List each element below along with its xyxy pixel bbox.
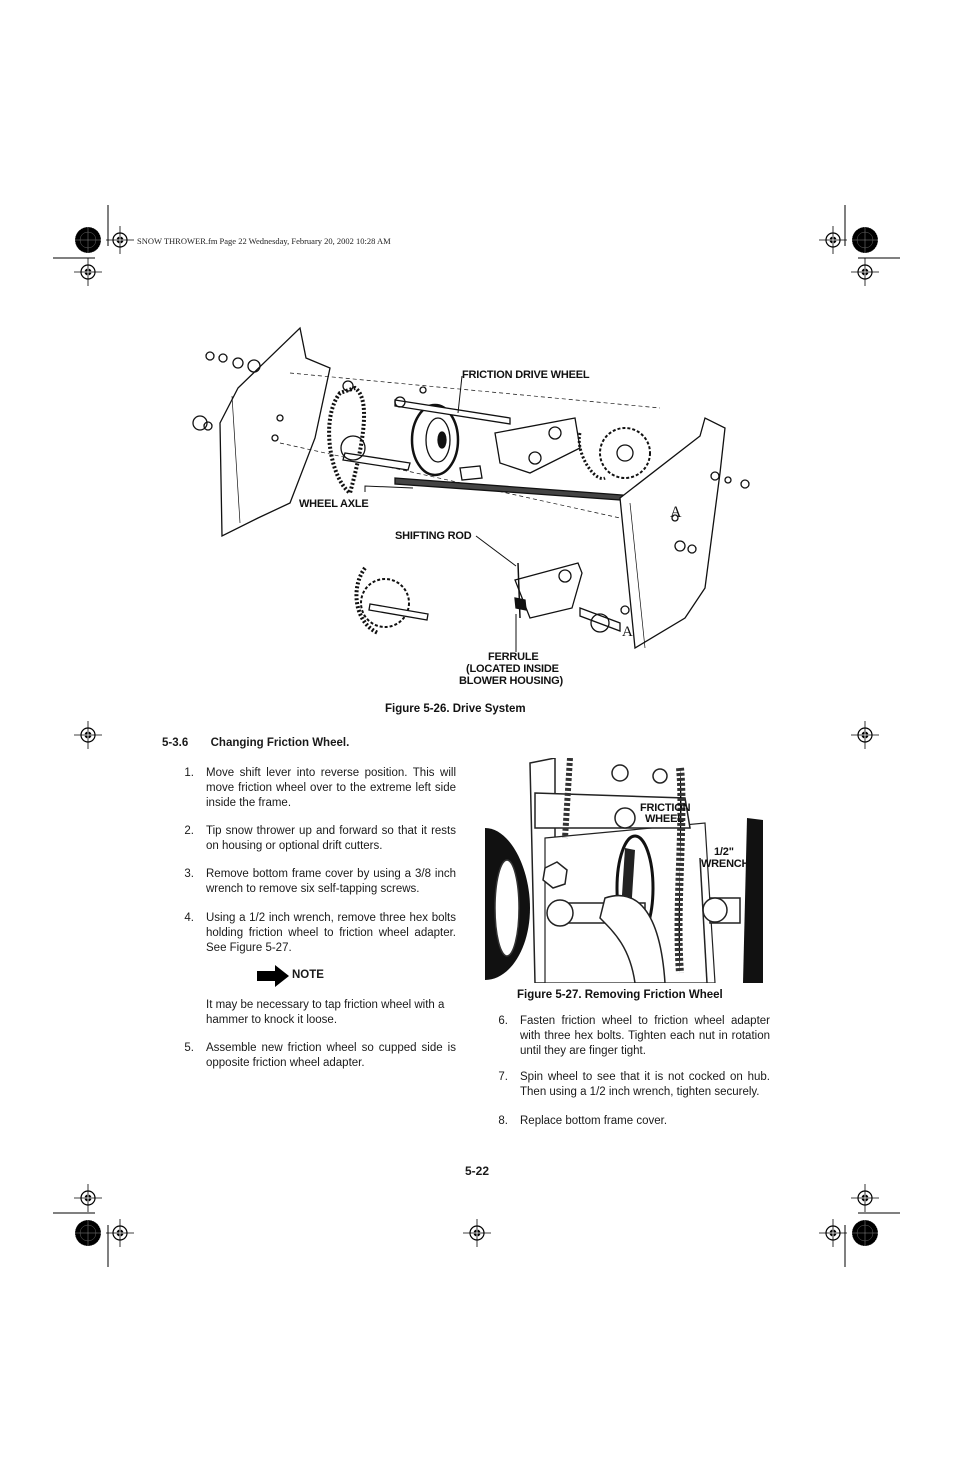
step-number: 6. xyxy=(498,1015,508,1027)
step-2 xyxy=(172,824,456,854)
step-number: 7. xyxy=(498,1071,508,1083)
arrow-right-icon xyxy=(257,965,289,987)
label-half-inch: 1/2" xyxy=(714,846,734,858)
step-6 xyxy=(486,1014,770,1060)
label-ferrule: FERRULE xyxy=(488,651,539,663)
note-text: It may be necessary to tap friction wheel with a hammer to knock it loose. xyxy=(206,999,445,1026)
file-info-header: SNOW THROWER.fm Page 22 Wednesday, February 20, 2002 10:28 AM xyxy=(137,236,391,246)
note-label: NOTE xyxy=(292,969,324,981)
figure-5-26-caption: Figure 5-26. Drive System xyxy=(385,703,526,715)
step-5 xyxy=(172,1041,456,1071)
label-friction: FRICTION xyxy=(640,802,691,814)
step-number: 3. xyxy=(184,868,194,880)
step-text: Assemble new friction wheel so cupped side is opposite friction wheel adapter. xyxy=(206,1042,456,1069)
step-number: 8. xyxy=(498,1115,508,1127)
removing-friction-wheel-photo xyxy=(485,758,763,983)
step-1 xyxy=(172,766,456,812)
frame-mark-a-upper: A xyxy=(670,504,682,521)
frame-mark-a-lower: A xyxy=(622,624,633,640)
label-wheel: WHEEL xyxy=(645,813,684,825)
section-title: Changing Friction Wheel. xyxy=(210,737,350,749)
step-4 xyxy=(172,911,456,957)
step-text: Spin wheel to see that it is not cocked on hub. Then using a 1/2 inch wrench, tighten securely. xyxy=(520,1071,770,1098)
step-text: Move shift lever into reverse position. This will move friction wheel over to the extreme left side inside the frame. xyxy=(206,767,456,809)
page-number: 5-22 xyxy=(465,1164,490,1178)
step-7 xyxy=(486,1070,770,1100)
step-text: Using a 1/2 inch wrench, remove three hex bolts holding friction wheel to friction wheel adapter. See Figure 5-27. xyxy=(206,912,456,954)
label-wheel-axle: WHEEL AXLE xyxy=(299,498,369,510)
label-wrench: WRENCH xyxy=(701,858,750,870)
label-shifting-rod: SHIFTING ROD xyxy=(395,530,472,542)
label-ferrule-location-2: BLOWER HOUSING) xyxy=(459,675,563,687)
label-ferrule-location-1: (LOCATED INSIDE xyxy=(466,663,559,675)
step-3 xyxy=(172,867,456,897)
note-callout xyxy=(257,965,377,987)
section-heading xyxy=(162,737,349,749)
step-text: Remove bottom frame cover by using a 3/8 inch wrench to remove six self-tapping screws. xyxy=(206,868,456,895)
label-friction-drive-wheel: FRICTION DRIVE WHEEL xyxy=(462,369,590,381)
step-8 xyxy=(486,1114,770,1130)
section-number: 5-3.6 xyxy=(162,737,189,749)
step-number: 1. xyxy=(184,767,194,779)
step-text: Replace bottom frame cover. xyxy=(520,1115,668,1127)
step-number: 2. xyxy=(184,825,194,837)
figure-5-27-caption: Figure 5-27. Removing Friction Wheel xyxy=(517,989,723,1001)
step-text: Tip snow thrower up and forward so that it rests on housing or optional drift cutters. xyxy=(206,825,456,852)
step-text: Fasten friction wheel to friction wheel adapter with three hex bolts. Tighten each nut in rotation until they are finger tight. xyxy=(520,1015,770,1057)
step-number: 5. xyxy=(184,1042,194,1054)
step-number: 4. xyxy=(184,912,194,924)
